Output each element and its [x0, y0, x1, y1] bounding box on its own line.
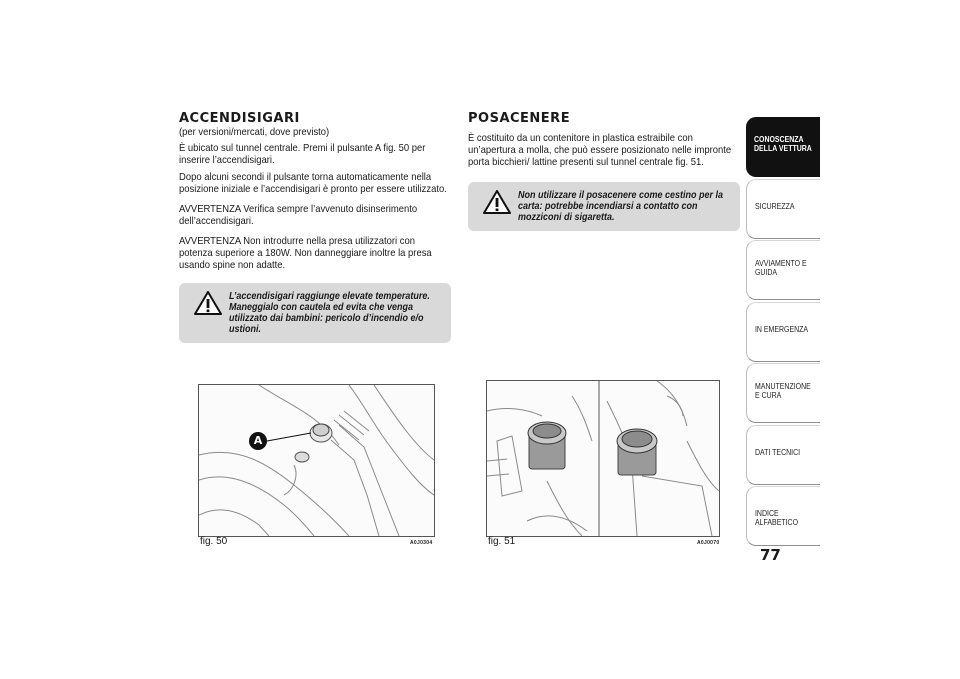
figure-51-illustration [487, 381, 719, 536]
tab-label: DATI TECNICI [755, 446, 801, 457]
tab-manutenzione-e-cura[interactable] [746, 363, 820, 423]
tab-label: MANUTENZIONE E CURA [755, 381, 811, 400]
paragraph: Dopo alcuni secondi il pulsante torna automaticamente nella posizione iniziale e l’accendisigari è pronto per essere utilizzato. [179, 171, 447, 195]
right-column [468, 112, 740, 231]
figure-51-caption: fig. 51 [488, 536, 516, 547]
section-subtitle: (per versioni/mercati, dove previsto) [179, 126, 330, 138]
figure-51-code: A0J0070 [697, 540, 720, 546]
page-number: 77 [760, 546, 781, 564]
section-title-posacenere: POSACENERE [468, 111, 571, 126]
tab-label: AVVIAMENTO E GUIDA [755, 258, 807, 277]
tab-dati-tecnici[interactable] [746, 425, 820, 485]
paragraph: AVVERTENZA Verifica sempre l’avvenuto disinserimento dell’accendisigari. [179, 203, 418, 227]
section-title-accendisigari: ACCENDISIGARI [179, 111, 300, 126]
tab-label: IN EMERGENZA [755, 323, 809, 334]
warning-triangle-icon [194, 291, 222, 315]
figure-50-cigarette-lighter [198, 384, 435, 537]
paragraph: È ubicato sul tunnel centrale. Premi il pulsante A fig. 50 per inserire l’accendisigari. [179, 142, 426, 166]
tab-in-emergenza[interactable] [746, 302, 820, 362]
tab-label: SICUREZZA [755, 200, 795, 211]
warning-box [179, 283, 451, 343]
tab-avviamento-e-guida[interactable] [746, 240, 820, 300]
figure-50-code: A0J0304 [410, 540, 433, 546]
figure-50-illustration [199, 385, 434, 536]
chapter-tabs [746, 117, 820, 548]
tab-sicurezza[interactable] [746, 179, 820, 239]
paragraph: AVVERTENZA Non introdurre nella presa utilizzatori con potenza superiore a 180W. Non danneggiare inoltre la presa usando spine non adatte. [179, 235, 432, 271]
tab-conoscenza-della-vettura[interactable] [746, 117, 820, 177]
warning-triangle-icon [483, 190, 511, 214]
warning-box [468, 182, 740, 231]
paragraph: È costituito da un contenitore in plastica estraibile con un’apertura a molla, che può essere posizionato nelle impronte porta bicchieri/ lattine presenti sul tunnel centrale fig. 51. [468, 132, 732, 168]
warning-text: L’accendisigari raggiunge elevate temperature. Maneggialo con cautela ed evita che venga utilizzato dai bambini: pericolo d’incendio e/o ustioni. [229, 291, 430, 335]
tab-label: CONOSCENZA DELLA VETTURA [754, 134, 812, 153]
callout-a-label: A [253, 434, 263, 447]
figure-50-caption: fig. 50 [200, 536, 228, 547]
figure-51-ashtray [486, 380, 720, 537]
tab-indice-alfabetico[interactable] [746, 486, 820, 546]
warning-text: Non utilizzare il posacenere come cestino per la carta: potrebbe incendiarsi a contatto con mozziconi di sigaretta. [518, 190, 724, 223]
left-column [179, 112, 451, 343]
tab-label: INDICE ALFABETICO [755, 508, 798, 527]
callout-a-marker [249, 432, 267, 450]
